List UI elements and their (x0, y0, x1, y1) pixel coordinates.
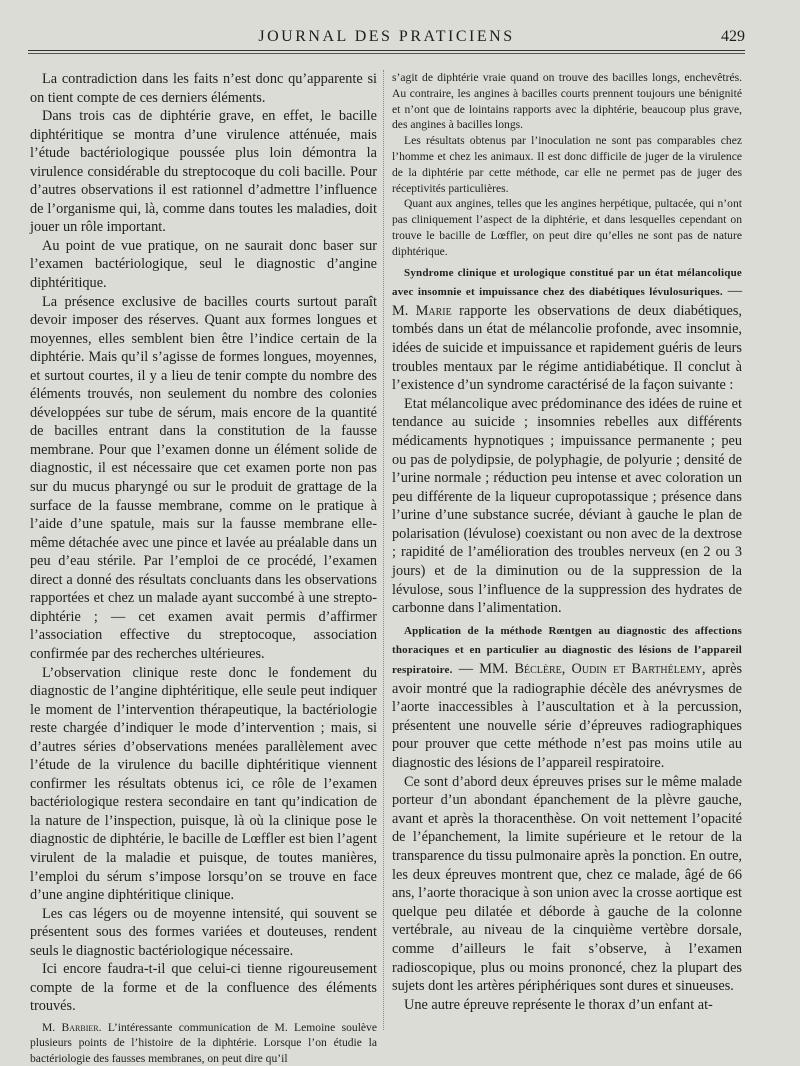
paragraph: La présence exclusive de bacilles courts surtout paraît devoir imposer des réserves. Quant aux formes longues et moyennes, elles semblent bien être l’indice certain de la diphtérie. Mais qu’il s’agisse de formes longues, moyennes, et surtout courtes, il y a lieu de tenir compte du nombre des éléments trouvés, non seulement du nombre des colonies développées sur tube de sérum, mais encore de la quantité de bacilles entrant dans la constitution de la fausse membrane. Pour que l’examen donne un élément solide de diagnostic, il est nécessaire que cet examen porte non pas sur du mucus pharyngé ou sur le produit de grattage de la surface de la fausse membrane, comme on le pratique à l’aide d’une spatule, mais sur la fausse membrane elle-même détachée avec une pince et lavée au préalable dans un peu d’eau stérile. Par l’emploi de ce procédé, l’examen direct a donné des résultats concluants dans les observations rapportées et chez un malade ayant succombé à une strepto-diphtérie ; — cet examen avait permis d’affirmer l’association effective du streptocoque, association confirmée par des recherches ultérieures. (30, 293, 377, 662)
left-column (30, 70, 377, 1066)
paragraph: Une autre épreuve représente le thorax d’un enfant at- (404, 996, 713, 1013)
paragraph: Ce sont d’abord deux épreuves prises sur le même malade porteur d’un abondant épanchement de la plèvre gauche, avant et après la thoracenthèse. On voit nettement l’opacité de l’épanchement, la limite supérieure et le retour de la transparence du tissu pulmonaire après la ponction. En outre, les deux épreuves montrent que, chez ce malade, âgé de 66 ans, l’aorte thoracique à son union avec la crosse aortique est quelque peu dilatée et déborde à gauche de la colonne vertébrale, au niveau de la cinquième vertèbre dorsale, comme d’ailleurs le fait s’observe, à l’examen radioscopique, plus ou moins prononcé, chez la plupart des sujets dont les artères périphériques sont dures et sinueuses. (392, 773, 742, 995)
header-rule-secondary (28, 53, 745, 54)
paragraph: Au point de vue pratique, on ne saurait donc baser sur l’examen bactériologique, seul le diagnostic d’angine diphtéritique. (30, 237, 377, 292)
discussion-paragraph: Les résultats obtenus par l’inoculation ne sont pas comparables chez l’homme et chez les animaux. Il est donc difficile de juger de la virulence de la diphtérie par cette méthode, car elle ne permet pas de juger des réceptivités particulières. (392, 134, 742, 195)
paragraph: Les cas légers ou de moyenne intensité, qui souvent se présentent sous des formes variées et douteuses, rendent seuls le diagnostic bactériologique nécessaire. (30, 905, 377, 959)
paragraph: Ici encore faudra-t-il que celui-ci tienne rigoureusement compte de la forme et de la confluence des éléments trouvés. (30, 961, 377, 1015)
page-header (28, 26, 745, 50)
discussion-paragraph: s’agit de diphtérie vraie quand on trouve des bacilles longs, enchevêtrés. Au contraire, les angines à bacilles courts prennent toujours une bénignité et n’ont que de lointains rapports avec la diphtérie, beaucoup plus grave, des angines à bacilles longs. (392, 71, 742, 132)
right-column (392, 70, 742, 1014)
paragraph: La contradiction dans les faits n’est donc qu’apparente si on tient compte de ces derniers éléments. (30, 71, 377, 106)
author-names: MM. Béclère, Oudin et Barthélemy, (479, 661, 706, 678)
discussant-name: M. Barbier. (42, 1020, 102, 1034)
section-paragraph: Application de la méthode Rœntgen au diagnostic des affections thoraciques et en particulier au diagnostic des lésions de l’appareil respiratoire. — MM. Béclère, Oudin et Barthélemy, après avoir montré que la radiographie décèle des anévrysmes de l’aorte inaccessibles à l’auscultation et à la percussion, présentent une nouvelle série d’épreuves radiographiques pour prouver que cette méthode n’est pas moins utile au diagnostic des lésions de l’appareil respiratoire. (392, 624, 743, 771)
journal-title: JOURNAL DES PRATICIENS (258, 28, 515, 45)
column-divider (383, 70, 384, 1030)
section-heading: Syndrome clinique et urologique constitué par un état mélancolique avec insomnie et impuissance chez des diabétiques lévulosuriques. (392, 266, 742, 299)
discussion-text: L’intéressante communication de M. Lemoine soulève plusieurs points de l’histoire de la diphtérie. Lorsque l’on étudie la bactériologie des fausses membranes, on peut dire qu’il (30, 1020, 378, 1065)
section-text: rapporte les observations de deux diabétiques, tombés dans un état de mélancolie profonde, avec insomnie, idées de suicide et impuissance et rapidement guéris de leurs troubles mentaux par le régime antidiabétique. Il conclut à l’existence d’un syndrome caractérisé de la façon suivante : (392, 302, 742, 394)
paragraph: Dans trois cas de diphtérie grave, en effet, le bacille diphtéritique se montra d’une virulence atténuée, mais l’étude bactériologique poussée plus loin démontra la virulence considérable du streptocoque du coli bacille. Pour d’autres observations il est rationnel d’admettre l’influence de l’organisme qui, là, comme dans toutes les maladies, doit jouer un rôle important. (30, 108, 377, 236)
section-paragraph: Syndrome clinique et urologique constitué par un état mélancolique avec insomnie et impuissance chez des diabétiques lévulosuriques. — M. Marie rapporte les observations de deux diabétiques, tombés dans un état de mélancolie profonde, avec insomnie, idées de suicide et impuissance et rapidement guéris de leurs troubles mentaux par le régime antidiabétique. Il conclut à l’existence d’un syndrome caractérisé de la façon suivante : (392, 266, 742, 394)
discussion-paragraph: Quant aux angines, telles que les angines herpétique, pultacée, qui n’ont pas cliniquement l’aspect de la diphtérie, et dans lesquelles cependant on trouve le bacille de Lœffler, on peut dire qu’elles ne sont pas de nature diphtérique. (392, 197, 742, 258)
paragraph: L’observation clinique reste donc le fondement du diagnostic de l’angine diphtéritique, elle seule peut indiquer le moment de l’intervention thérapeutique, la bactériologie reste chargée d’indiquer le mode d’intervention ; mais, si d’autres séries d’observations menées parallèlement avec l’étude de la virulence du bacille diphtéritique viennent confirmer les résultats obtenus ici, ce rôle de l’examen bactériologique restera secondaire en tant qu’indication de la nature de l’inspection, puisque, là où la clinique pose le diagnostic de diphtérie, le bacille de Lœffler est bien l’agent virulent de la maladie et puisque, de toutes manières, l’emploi du sérum s’impose lorsqu’on se trouve en face d’une angine diphtéritique clinique. (30, 664, 377, 904)
header-rule (28, 50, 745, 51)
author-name: M. Marie (392, 302, 452, 319)
discussion-paragraph (30, 1020, 377, 1066)
paragraph: Etat mélancolique avec prédominance des idées de ruine et tendance au suicide ; insomnies rebelles aux différents médicaments hypnotiques ; impuissance permanente ; peu ou pas de polydipsie, de polyphagie, de polyurie ; densité de l’urine normale ; réduction peu intense et avec coloration un peu différente de la liqueur cupropotassique ; présence dans l’urine d’une substance sucrée, déviant à gauche le plan de polarisation (lévulose) coexistant ou non avec de la dextrose ; rapidité de l’amélioration des troubles nerveux (en 2 ou 3 jours) et de la diminution ou de la suppression de la lévulose, sous l’influence de la suppression des hydrates de carbonne dans l’alimentation. (392, 395, 742, 617)
section-heading: Application de la méthode Rœntgen au diagnostic des affections thoraciques et en particulier au diagnostic des lésions de l’appareil respiratoire. (392, 624, 742, 677)
page-number: 429 (721, 28, 745, 45)
section-text: après avoir montré que la radiographie décèle des anévrysmes de l’aorte inaccessibles à l’auscultation et à la percussion, présentent une nouvelle série d’épreuves radiographiques pour prouver que cette méthode n’est pas moins utile au diagnostic des lésions de l’appareil respiratoire. (392, 661, 743, 771)
